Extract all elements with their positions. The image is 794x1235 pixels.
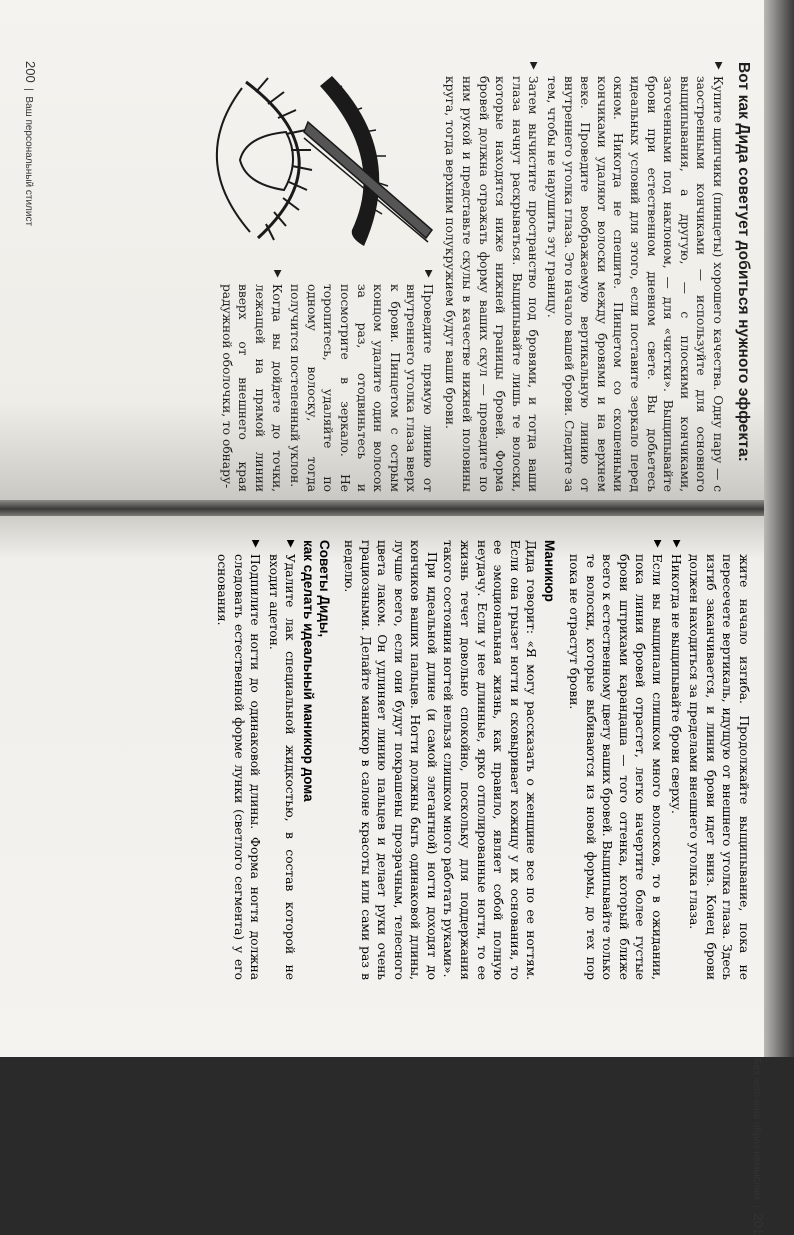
- instruction-list-3: [565, 540, 752, 980]
- page-201-footer: Без чего наш образ немыслим | 201: [751, 1058, 766, 1235]
- tips-list: [213, 540, 298, 980]
- tips-heading-2: как сделать идеальный маникюр дома: [301, 540, 317, 802]
- list-item: ▶ Никогда не выщипывайте брови сверху.: [667, 540, 684, 980]
- list-item: ▶ Затем вычистите пространство под бровями, и тогда ваши глаза начнут раскрываться. Выщипывайте лишь те волоски, которые находятся ниже нижней границы бровей. Форма бровей должна отражать форму ваших скул — проведите по ним рукой и представьте скулы в качестве нижней половины круга, тогда верхним полукружием будут ваши брови.: [442, 62, 542, 492]
- eyebrow-tweezers-illustration: [174, 62, 436, 258]
- running-head: Ваш персональный стилист: [23, 96, 34, 227]
- list-item: ▶ Проведите прямую линию от внутреннего уголка глаза вверх к брови. Пинцетом с острым концом удалите один волосок за раз, отодвиньтесь и посмотрите в зеркало. Не торопитесь, удаляйте по одному волоску, тогда получится постепенный уклон.: [287, 270, 436, 492]
- section-heading: Вот как Дида советует добиться нужного эффекта:: [735, 62, 752, 462]
- list-item: ▶ Удалите лак специальной жидкостью, в состав которой не входит ацетон.: [265, 540, 298, 980]
- list-item: ▶ Если вы выщипали слишком много волосков, то в ожидании, пока линия бровей отрастет, легко начертите более густые брови штрихами карандаша — того оттенка, который ближе всего к естественному цвету ваших бровей. Выщипывайте только те волоски, которые выбиваются из новой формы, до тех пор пока не отрастут брови.: [565, 540, 665, 980]
- page-200-footer: 200 | Ваш персональный стилист: [23, 61, 38, 227]
- page-201-content: [132, 540, 752, 980]
- instruction-list: [442, 62, 726, 492]
- page-number: 201: [751, 1213, 766, 1235]
- tips-heading-1: Советы Диды,: [317, 540, 333, 638]
- page-edge-shadow: [764, 0, 794, 1057]
- manicure-paragraph: При идеальной длине (и самой элегантной) ногти доходят до кончиков ваших пальцев. Ногти должны быть одинаковой длины, лучше всего, если они будут покрашены прозрачным, телесного цвета лаком. Он удлиняет линию пальцев и делает руки очень грациозными. Делайте маникюр в салоне красоты или сами раз в неделю.: [341, 540, 439, 980]
- illustration-row: [174, 62, 436, 492]
- running-head: Без чего наш образ немыслим: [751, 1058, 762, 1200]
- manicure-heading: Маникюр: [542, 540, 558, 602]
- manicure-paragraph: Дида говорит: «Я могу рассказать о женщине все по ее ногтям. Если она грызет ногти и сковыривает кожицу у их основания, то ее эмоциональная жизнь, как правило, являет собой полную неудачу. Если у нее длинные, ярко отполированные ногти, то ее жизнь течет довольно спокойно, поскольку для поддержания такого состояния ногтей нельзя слишком много работать руками».: [441, 540, 539, 980]
- list-item: ▶ Купите щипчики (пинцеты) хорошего качества. Одну пару — с заостренными кончиками — используйте для основного выщипывания, а другую, — с плоскими кончиками, заточенными под наклоном, — для «чистки». Выщипывайте брови при естественном дневном свете. Вы добьетесь идеальных условий для этого, если поставите зеркало перед окном. Никогда не спешите. Пинцетом со скошенными кончиками удаляют волоски между бровями и на верхнем веке. Проведите воображаемую вертикальную линию от внутреннего уголка глаза. Это начало вашей брови. Следите за тем, чтобы не нарушить эту границу.: [543, 62, 726, 492]
- list-item: ▶ Когда вы дойдете до точки, лежащей на прямой линии вверх от внешнего края радужной оболочки, то обнару-: [218, 270, 284, 492]
- page-number: 200: [23, 61, 38, 83]
- instruction-list-2: [174, 270, 436, 492]
- list-item: ▶ Подпилите ногти до одинаковой длины. Форма ногтя должна следовать естественной форме лунки (светлого сегмента) у его основания.: [213, 540, 263, 980]
- list-item-continuation: жите начало изгиба. Продолжайте выщипывание, пока не пересечете вертикаль, идущую от внешнего уголка глаза. Здесь изгиб заканчивается, и линия брови идет вниз. Конец брови должен находиться за пределами внешнего уголка глаза.: [687, 554, 751, 980]
- page-200: [0, 0, 794, 503]
- page-200-content: [152, 62, 752, 492]
